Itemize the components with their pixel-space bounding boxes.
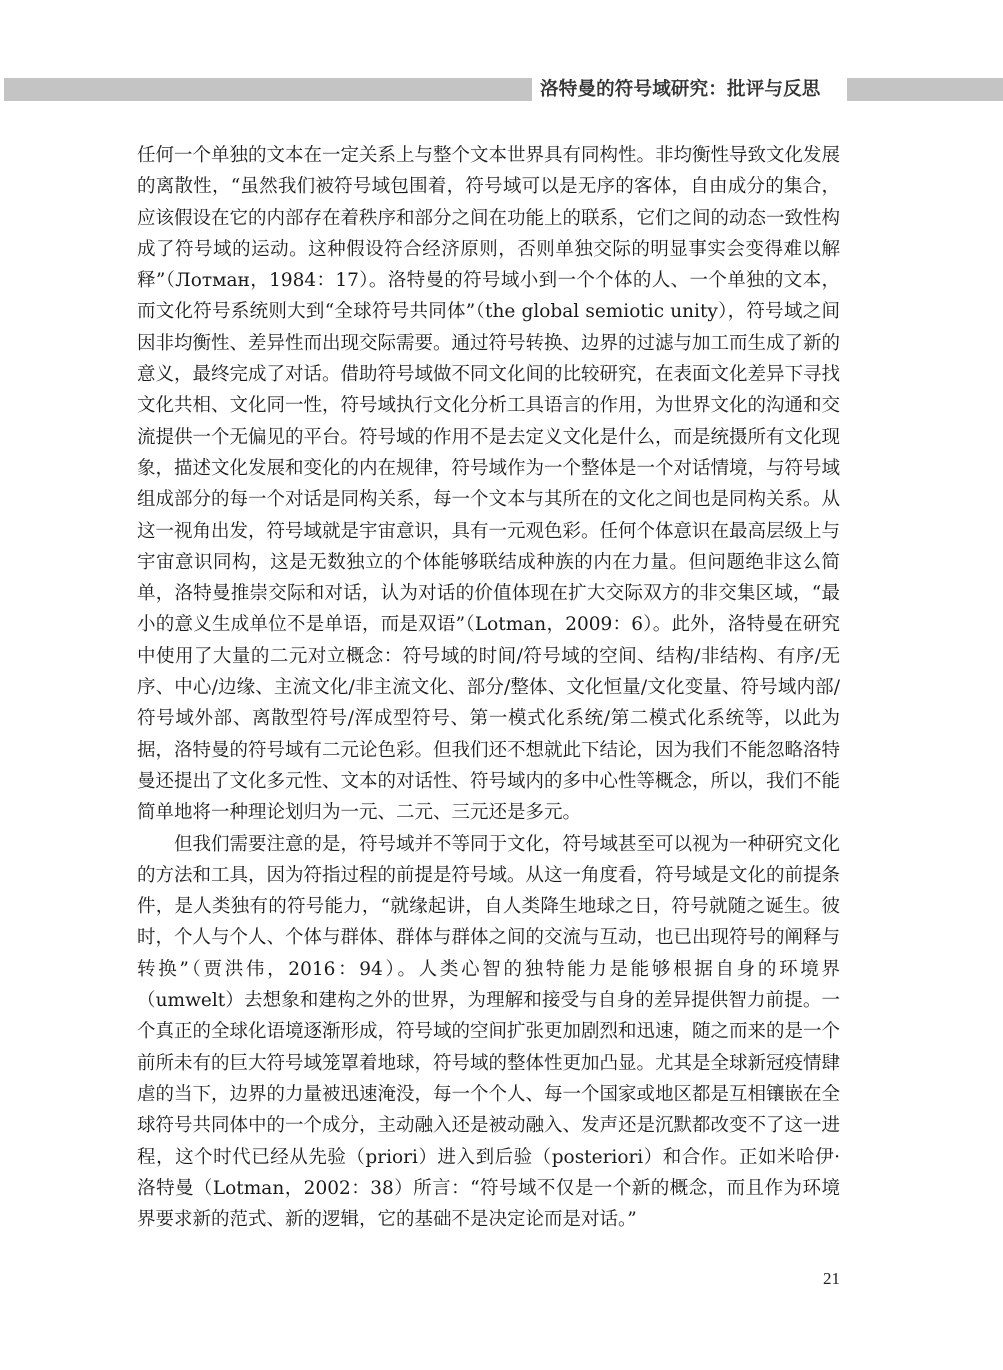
header-bar-right-segment bbox=[847, 78, 1003, 101]
running-header-bar bbox=[0, 78, 1003, 101]
header-bar-left-segment bbox=[4, 78, 532, 101]
paragraph: 但我们需要注意的是，符号域并不等同于文化，符号域甚至可以视为一种研究文化的方法和工具，因为符指过程的前提是符号域。从这一角度看，符号域是文化的前提条件，是人类独有的符号能力，“就缘起讲，自人类降生地球之日，符号就随之诞生。彼时，个人与个人、个体与群体、群体与群体之间的交流与互动，也已出现符号的阐释与转换”（贾洪伟，2016：94）。人类心智的独特能力是能够根据自身的环境界（umwelt）去想象和建构之外的世界，为理解和接受与自身的差异提供智力前提。一个真正的全球化语境逐渐形成，符号域的空间扩张更加剧烈和迅速，随之而来的是一个前所未有的巨大符号域笼罩着地球，符号域的整体性更加凸显。尤其是全球新冠疫情肆虐的当下，边界的力量被迅速淹没，每一个个人、每一个国家或地区都是互相镶嵌在全球符号共同体中的一个成分，主动融入还是被动融入、发声还是沉默都改变不了这一进程，这个时代已经从先验（priori）进入到后验（posteriori）和合作。正如米哈伊·洛特曼（Lotman，2002：38）所言：“符号域不仅是一个新的概念，而且作为环境界要求新的范式、新的逻辑，它的基础不是决定论而是对话。” bbox=[137, 833, 841, 1231]
paragraph: 任何一个单独的文本在一定关系上与整个文本世界具有同构性。非均衡性导致文化发展的离散性，“虽然我们被符号域包围着，符号域可以是无序的客体，自由成分的集合，应该假设在它的内部存在着秩序和部分之间在功能上的联系，它们之间的动态一致性构成了符号域的运动。这种假设符合经济原则，否则单独交际的明显事实会变得难以解释”（Лотман，1984：17）。洛特曼的符号域小到一个个体的人、一个单独的文本，而文化符号系统则大到“全球符号共同体”（the global semiotic unity），符号域之间因非均衡性、差异性而出现交际需要。通过符号转换、边界的过滤与加工而生成了新的意义，最终完成了对话。借助符号域做不同文化间的比较研究，在表面文化差异下寻找文化共相、文化同一性，符号域执行文化分析工具语言的作用，为世界文化的沟通和交流提供一个无偏见的平台。符号域的作用不是去定义文化是什么，而是统摄所有文化现象，描述文化发展和变化的内在规律，符号域作为一个整体是一个对话情境，与符号域组成部分的每一个对话是同构关系，每一个文本与其所在的文化之间也是同构关系。从这一视角出发，符号域就是宇宙意识，具有一元观色彩。任何个体意识在最高层级上与宇宙意识同构，这是无数独立的个体能够联结成种族的内在力量。但问题绝非这么简单，洛特曼推崇交际和对话，认为对话的价值体现在扩大交际双方的非交集区域，“最小的意义生成单位不是单语，而是双语”（Lotman，2009：6）。此外，洛特曼在研究中使用了大量的二元对立概念：符号域的时间/符号域的空间、结构/非结构、有序/无序、中心/边缘、主流文化/非主流文化、部分/整体、文化恒量/文化变量、符号域内部/符号域外部、离散型符号/浑成型符号、第一模式化系统/第二模式化系统等，以此为据，洛特曼的符号域有二元论色彩。但我们还不想就此下结论，因为我们不能忽略洛特曼还提出了文化多元性、文本的对话性、符号域内的多中心性等概念，所以，我们不能简单地将一种理论划归为一元、二元、三元还是多元。 bbox=[137, 145, 841, 824]
page-number: 21 bbox=[823, 1269, 840, 1288]
running-title: 洛特曼的符号域研究：批评与反思 bbox=[540, 79, 821, 100]
body-text bbox=[137, 140, 840, 1235]
